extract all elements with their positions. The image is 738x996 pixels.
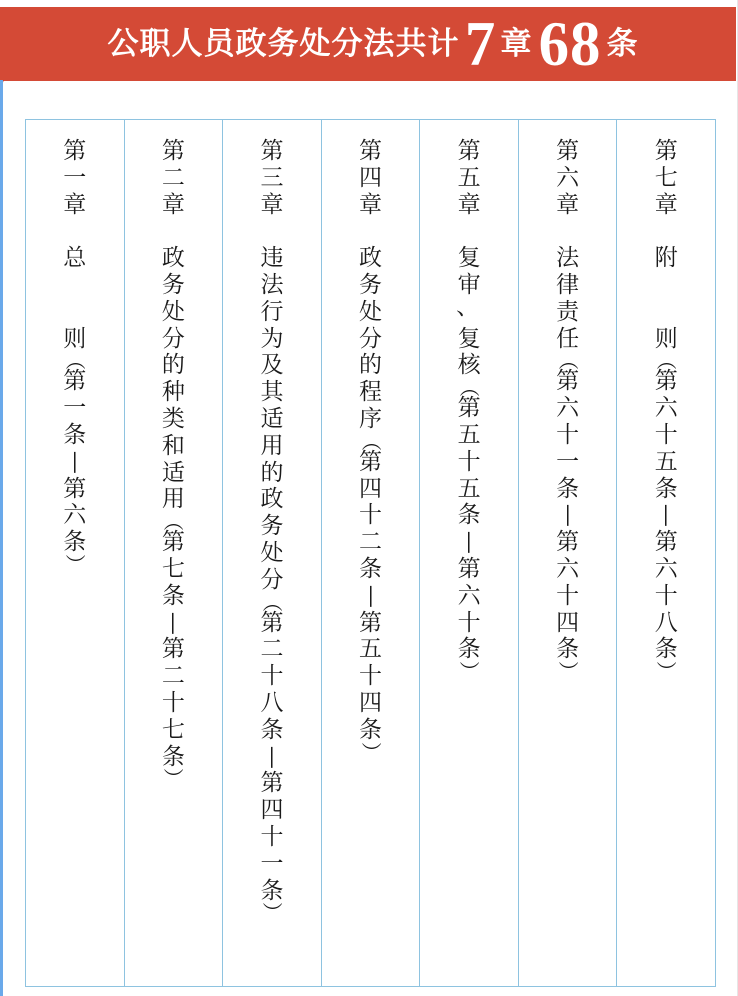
chapter-vertical-text: 第 七 章 附 则 （ 第 六 十 五 条 — 第 六 十 八 条 ） bbox=[653, 138, 680, 682]
chapters-table bbox=[25, 119, 716, 987]
chapter-column-1 bbox=[26, 120, 125, 986]
chapter-vertical-text: 第 二 章 政 务 处 分 的 种 类 和 适 用 （ 第 七 条 — 第 二 十 七 条 ） bbox=[160, 138, 187, 789]
banner-title bbox=[98, 7, 639, 81]
articles-unit: 条 bbox=[606, 26, 639, 62]
chapter-column-4 bbox=[322, 120, 421, 986]
banner-title-prefix: 公职人员政务处分法共计 bbox=[107, 26, 460, 62]
chapter-vertical-text: 第 五 章 复 审 、 复 核 （ 第 五 十 五 条 — 第 六 十 条 ） bbox=[456, 138, 483, 682]
chapter-column-2 bbox=[125, 120, 224, 986]
chapter-column-3 bbox=[223, 120, 322, 986]
left-accent-bar bbox=[0, 80, 3, 996]
chapter-vertical-text: 第 六 章 法 律 责 任 （ 第 六 十 一 条 — 第 六 十 四 条 ） bbox=[555, 138, 582, 682]
chapter-vertical-text: 第 一 章 总 则 （ 第 一 条 — 第 六 条 ） bbox=[62, 138, 89, 574]
title-banner bbox=[0, 7, 736, 81]
chapters-unit: 章 bbox=[500, 26, 533, 62]
chapter-column-6 bbox=[519, 120, 618, 986]
chapter-vertical-text: 第 四 章 政 务 处 分 的 程 序 （ 第 四 十 二 条 — 第 五 十 四 条 ） bbox=[357, 138, 384, 762]
chapter-vertical-text: 第 三 章 违 法 行 为 及 其 适 用 的 政 务 处 分 （ 第 二 十 八 条 — 第 四 十 一 条 ） bbox=[259, 138, 286, 923]
chapter-column-5 bbox=[420, 120, 519, 986]
articles-count: 68 bbox=[538, 8, 601, 79]
chapters-count: 7 bbox=[464, 8, 496, 79]
chapter-column-7 bbox=[617, 120, 715, 986]
